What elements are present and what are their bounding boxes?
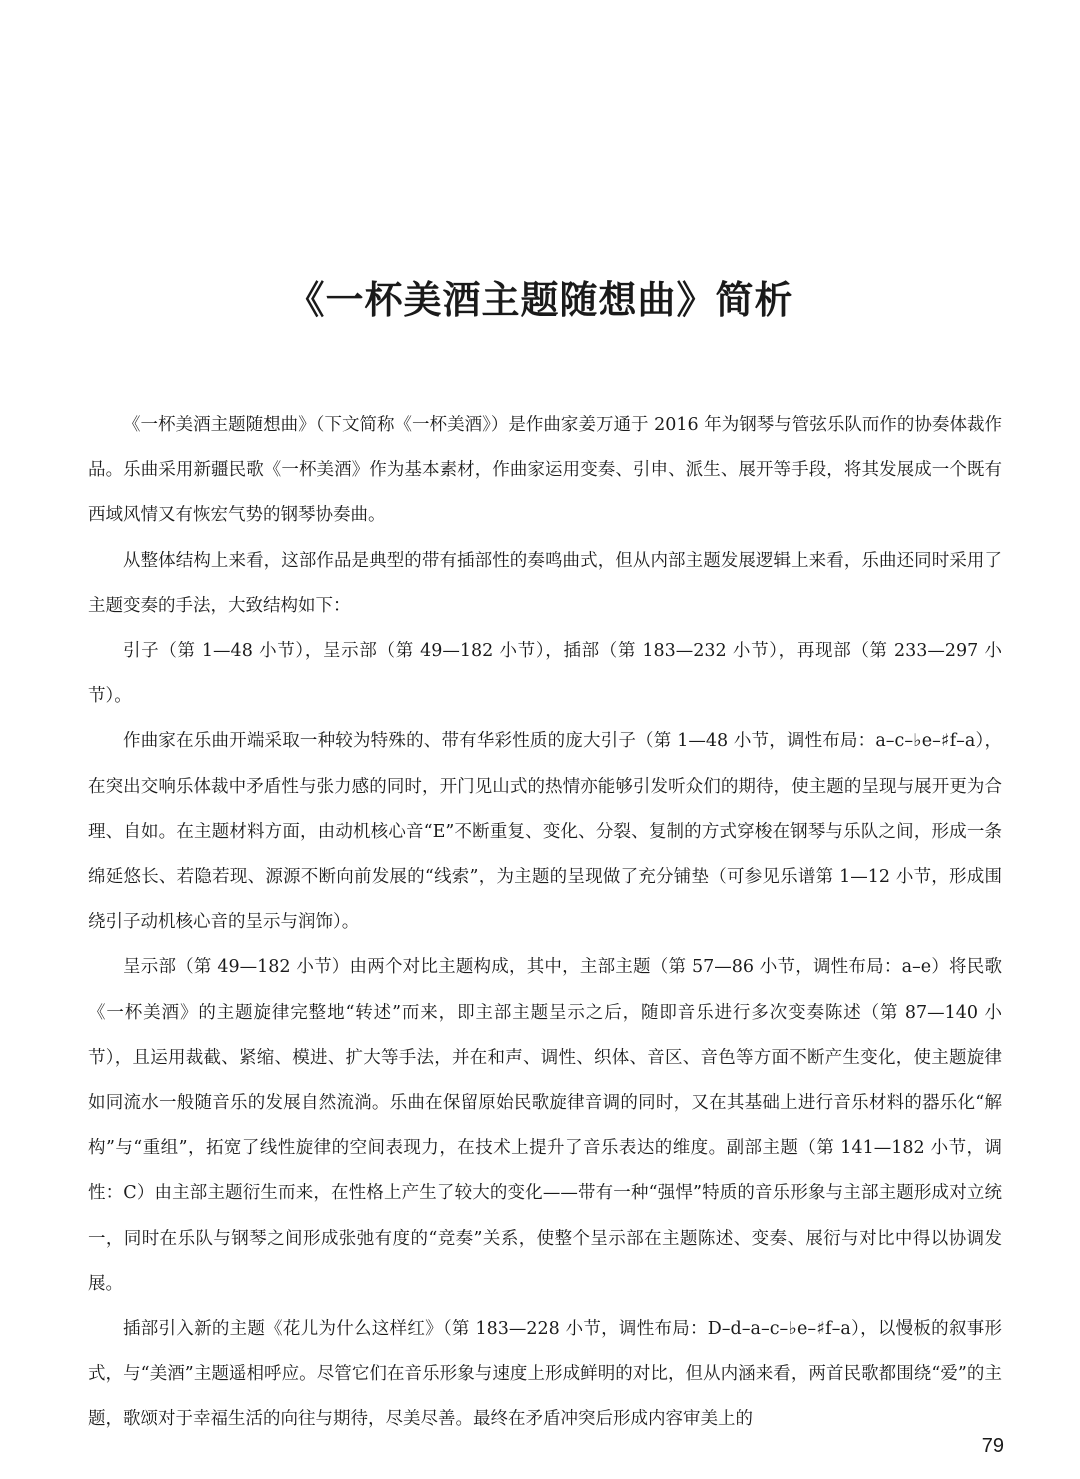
article-body: [88, 403, 1002, 1443]
page-number: 79: [981, 1435, 1004, 1457]
paragraph-introduction-analysis: 作曲家在乐曲开端采取一种较为特殊的、带有华彩性质的庞大引子（第 1—48 小节，调性布局：a–c–♭e–♯f–a），在突出交响乐体裁中矛盾性与张力感的同时，开门见山式的热情亦能够引发听众们的期待，使主题的呈现与展开更为合理、自如。在主题材料方面，由动机核心音“E”不断重复、变化、分裂、复制的方式穿梭在钢琴与乐队之间，形成一条绵延悠长、若隐若现、源源不断向前发展的“线索”，为主题的呈现做了充分铺垫（可参见乐谱第 1—12 小节，形成围绕引子动机核心音的呈示与润饰）。: [88, 731, 1002, 933]
paragraph-intro: 《一杯美酒主题随想曲》（下文简称《一杯美酒》）是作曲家姜万通于 2016 年为钢琴与管弦乐队而作的协奏体裁作品。乐曲采用新疆民歌《一杯美酒》作为基本素材，作曲家运用变奏、引申、派生、展开等手段，将其发展成一个既有西域风情又有恢宏气势的钢琴协奏曲。: [88, 415, 1002, 526]
paragraph-structure: 从整体结构上来看，这部作品是典型的带有插部性的奏鸣曲式，但从内部主题发展逻辑上来看，乐曲还同时采用了主题变奏的手法，大致结构如下：: [88, 550, 1002, 616]
paragraph-exposition-analysis: 呈示部（第 49—182 小节）由两个对比主题构成，其中，主部主题（第 57—86 小节，调性布局：a–e）将民歌《一杯美酒》的主题旋律完整地“转述”而来，即主部主题呈示之后，随即音乐进行多次变奏陈述（第 87—140 小节），且运用裁截、紧缩、模进、扩大等手法，并在和声、调性、织体、音区、音色等方面不断产生变化，使主题旋律如同流水一般随音乐的发展自然流淌。乐曲在保留原始民歌旋律音调的同时，又在其基础上进行音乐材料的器乐化“解构”与“重组”，拓宽了线性旋律的空间表现力，在技术上提升了音乐表达的维度。副部主题（第 141—182 小节，调性：C）由主部主题衍生而来，在性格上产生了较大的变化——带有一种“强悍”特质的音乐形象与主部主题形成对立统一，同时在乐队与钢琴之间形成张弛有度的“竞奏”关系，使整个呈示部在主题陈述、变奏、展衍与对比中得以协调发展。: [88, 957, 1002, 1294]
paragraph-episode-analysis: 插部引入新的主题《花儿为什么这样红》（第 183—228 小节，调性布局：D–d–a–c–♭e–♯f–a），以慢板的叙事形式，与“美酒”主题遥相呼应。尽管它们在音乐形象与速度上形成鲜明的对比，但从内涵来看，两首民歌都围绕“爱”的主题，歌颂对于幸福生活的向往与期待，尽美尽善。最终在矛盾冲突后形成内容审美上的: [88, 1319, 1002, 1430]
article-title: 《一杯美酒主题随想曲》简析: [286, 278, 794, 322]
paragraph-sections: 引子（第 1—48 小节），呈示部（第 49—182 小节），插部（第 183—232 小节），再现部（第 233—297 小节）。: [88, 641, 1002, 707]
